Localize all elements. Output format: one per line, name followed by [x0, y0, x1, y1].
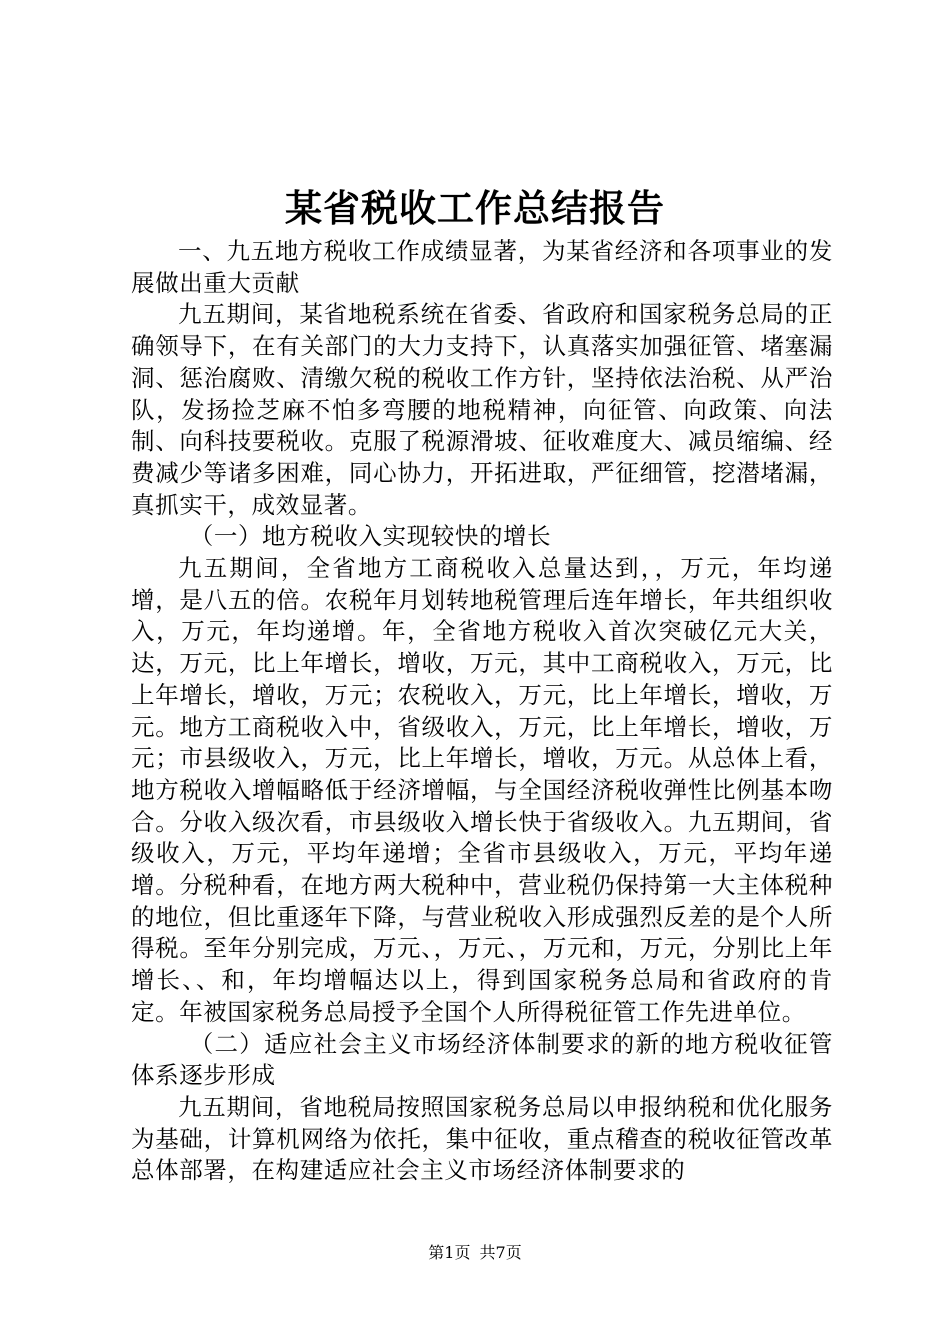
total-pages: 共7页	[479, 1243, 522, 1262]
section-heading-1: 一、九五地方税收工作成绩显著，为某省经济和各项事业的发展做出重大贡献	[131, 237, 833, 297]
subsection-heading-2: （二）适应社会主义市场经济体制要求的新的地方税收征管体系逐步形成	[131, 1029, 833, 1090]
document-body	[131, 236, 833, 1187]
paragraph-1: 九五期间，某省地税系统在省委、省政府和国家税务总局的正确领导下，在有关部门的大力支持下，认真落实加强征管、堵塞漏洞、惩治腐败、清缴欠税的税收工作方针，坚持依法治税、从严治队，发扬捡芝麻不怕多弯腰的地税精神，向征管、向政策、向法制、向科技要税收。克服了税源滑坡、征收难度大、减员缩编、经费减少等诸多困难，同心协力，开拓进取，严征细管，挖潜堵漏，真抓实干，成效显著。	[131, 300, 833, 519]
page-footer	[0, 1243, 950, 1263]
paragraph-3: 九五期间，省地税局按照国家税务总局以申报纳税和优化服务为基础，计算机网络为依托，集中征收，重点稽查的税收征管改革总体部署，在构建适应社会主义市场经济体制要求的	[131, 1092, 833, 1185]
subsection-heading-1: （一）地方税收入实现较快的增长	[189, 522, 552, 551]
page-number: 第1页	[428, 1243, 471, 1262]
paragraph-2: 九五期间，全省地方工商税收入总量达到，，万元，年均递增，是八五的倍。农税年月划转地税管理后连年增长，年共组织收入，万元，年均递增。年，全省地方税收入首次突破亿元大关，达，万元，比上年增长，增收，万元，其中工商税收入，万元，比上年增长，增收，万元；农税收入，万元，比上年增长，增收，万元。地方工商税收入中，省级收入，万元，比上年增长，增收，万元；市县级收入，万元，比上年增长，增收，万元。从总体上看，地方税收入增幅略低于经济增幅，与全国经济税收弹性比例基本吻合。分收入级次看，市县级收入增长快于省级收入。九五期间，省级收入，万元，平均年递增；全省市县级收入，万元，平均年递增。分税种看，在地方两大税种中，营业税仍保持第一大主体税种的地位，但比重逐年下降，与营业税收入形成强烈反差的是个人所得税。至年分别完成，万元、，万元、，万元和，万元，分别比上年增长、、和，年均增幅达以上，得到国家税务总局和省政府的肯定。年被国家税务总局授予全国个人所得税征管工作先进单位。	[131, 554, 833, 1026]
document-title: 某省税收工作总结报告	[285, 186, 665, 230]
